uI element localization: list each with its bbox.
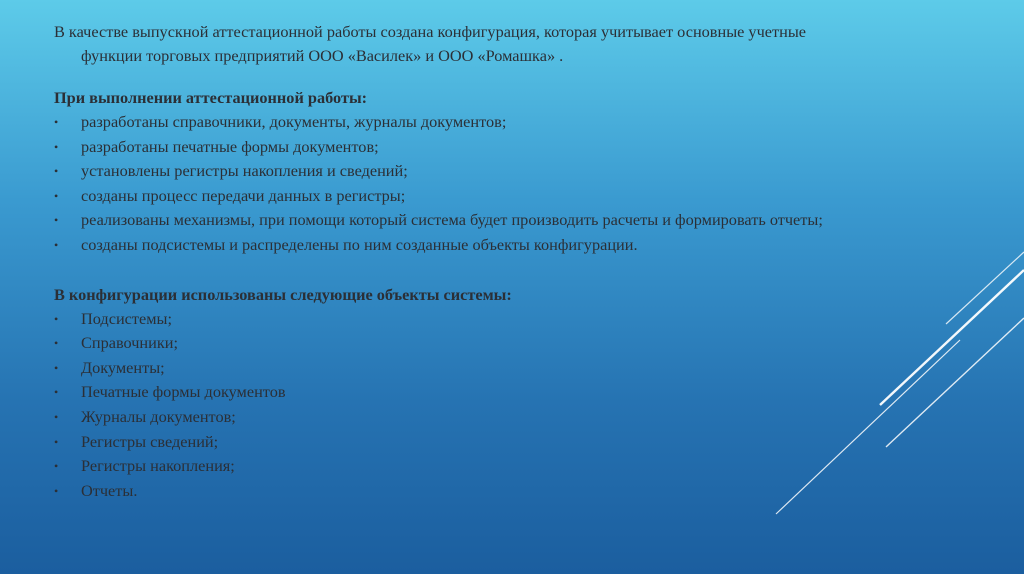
list-item: • Документы; [54, 356, 982, 381]
bullet-icon: • [54, 311, 59, 326]
bullet-icon: • [54, 336, 59, 351]
decorative-line [946, 252, 1024, 324]
bullet-icon: • [54, 459, 59, 474]
intro-line-1: В качестве выпускной аттестационной работы создана конфигурация, которая учитывает основные учетные [54, 22, 806, 41]
list-item: • реализованы механизмы, при помощи который система будет производить расчеты и формировать отчеты; [54, 208, 982, 233]
bullet-icon: • [54, 139, 59, 154]
list-item: • разработаны печатные формы документов; [54, 135, 982, 160]
list-item: • созданы процесс передачи данных в регистры; [54, 184, 982, 209]
list-item: • Регистры сведений; [54, 430, 982, 455]
list-item: • Регистры накопления; [54, 454, 982, 479]
bullet-icon: • [54, 483, 59, 498]
bullet-icon: • [54, 213, 59, 228]
decorative-line [886, 318, 1024, 447]
list-item: • Печатные формы документов [54, 380, 982, 405]
list-item: • установлены регистры накопления и сведений; [54, 159, 982, 184]
bullet-icon: • [54, 115, 59, 129]
bullet-icon: • [54, 164, 59, 179]
intro-line-2: функции торговых предприятий ООО «Василек» и ООО «Ромашка» . [81, 46, 564, 65]
bullet-icon: • [54, 237, 59, 252]
section-heading-system-objects: В конфигурации использованы следующие объекты системы: [54, 284, 512, 304]
list-item: • Подсистемы; [54, 307, 982, 332]
bullet-icon: • [54, 360, 59, 375]
decorative-line [776, 340, 960, 514]
bullet-icon: • [54, 188, 59, 203]
bullet-icon: • [54, 409, 59, 424]
list-item: • Журналы документов; [54, 405, 982, 430]
list-item: • разработаны справочники, документы, журналы документов; [54, 110, 982, 135]
list-item: • созданы подсистемы и распределены по ним созданные объекты конфигурации. [54, 233, 982, 258]
bullet-icon: • [54, 385, 59, 400]
bullet-icon: • [54, 434, 59, 449]
list-item: • Справочники; [54, 331, 982, 356]
list-item: • Отчеты. [54, 479, 982, 504]
section-heading-work-done: При выполнении аттестационной работы: [54, 88, 368, 107]
